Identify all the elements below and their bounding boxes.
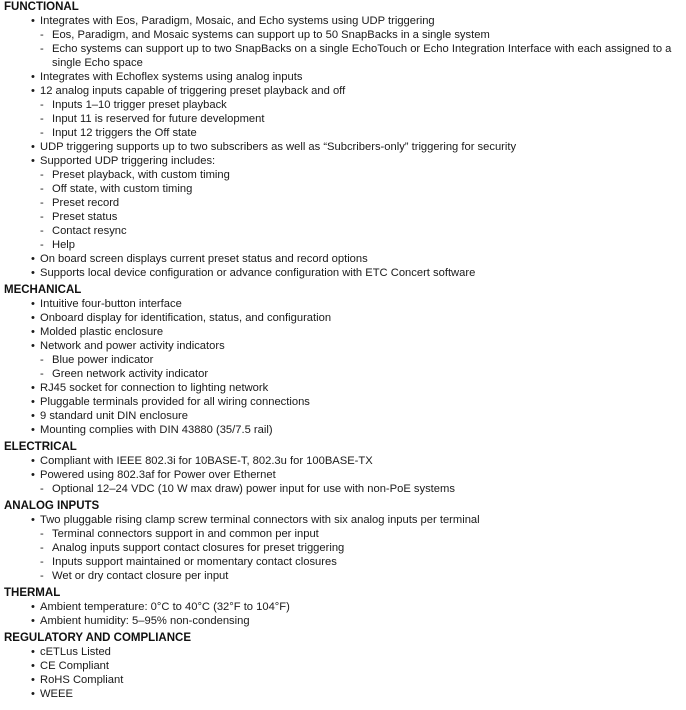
list-item <box>0 252 686 266</box>
list-item-text: Two pluggable rising clamp screw terminal connectors with six analog inputs per terminal <box>40 514 480 526</box>
list-item-text: Ambient temperature: 0°C to 40°C (32°F to 104°F) <box>40 601 290 613</box>
bullet-icon: • <box>31 298 35 310</box>
sub-list-item-text: Preset record <box>52 197 120 209</box>
sub-list-item-text: Analog inputs support contact closures for preset triggering <box>52 542 345 554</box>
sub-list-item <box>0 126 686 140</box>
bullet-list <box>0 513 686 583</box>
list-item <box>0 70 686 84</box>
sub-list-item-text: Blue power indicator <box>52 354 154 366</box>
dash-icon: - <box>40 570 44 582</box>
spec-section <box>0 283 686 437</box>
bullet-icon: • <box>31 615 35 627</box>
section-title: ANALOG INPUTS <box>4 500 100 512</box>
section-title: MECHANICAL <box>4 284 82 296</box>
list-item-text: On board screen displays current preset status and record options <box>40 253 368 265</box>
list-item <box>0 645 686 659</box>
list-item <box>0 311 686 325</box>
sub-list-item <box>0 569 686 583</box>
bullet-list <box>0 645 686 701</box>
list-item <box>0 468 686 482</box>
sub-list-item <box>0 555 686 569</box>
list-item-text: UDP triggering supports up to two subscribers as well as “Subcribers-only” triggering for security <box>40 141 517 153</box>
section-title: REGULATORY AND COMPLIANCE <box>4 632 191 644</box>
bullet-icon: • <box>31 455 35 467</box>
list-item <box>0 297 686 311</box>
dash-icon: - <box>40 43 44 55</box>
sub-list-item-text: Echo systems can support up to two SnapBacks on a single EchoTouch or Echo Integration Interface with each assigned to a single Echo space <box>52 43 672 69</box>
sub-list-item-text: Preset status <box>52 211 118 223</box>
list-item-text: Supported UDP triggering includes: <box>40 155 216 167</box>
bullet-icon: • <box>31 424 35 436</box>
dash-icon: - <box>40 29 44 41</box>
sub-list-item-text: Optional 12–24 VDC (10 W max draw) power input for use with non-PoE systems <box>52 483 455 495</box>
sub-list-item <box>0 527 686 541</box>
bullet-icon: • <box>31 155 35 167</box>
sub-list-item-text: Green network activity indicator <box>52 368 209 380</box>
sub-list-item <box>0 42 686 70</box>
list-item <box>0 614 686 628</box>
dash-icon: - <box>40 368 44 380</box>
spec-section <box>0 586 686 628</box>
sub-list-item <box>0 98 686 112</box>
list-item-text: Onboard display for identification, status, and configuration <box>40 312 332 324</box>
list-item-text: 9 standard unit DIN enclosure <box>40 410 189 422</box>
list-item-text: Integrates with Echoflex systems using analog inputs <box>40 71 303 83</box>
sub-list-item-text: Terminal connectors support in and common per input <box>52 528 319 540</box>
sub-list-item <box>0 541 686 555</box>
sub-list-item-text: Help <box>52 239 76 251</box>
list-item-text: Mounting complies with DIN 43880 (35/7.5 rail) <box>40 424 273 436</box>
list-item-text: 12 analog inputs capable of triggering preset playback and off <box>40 85 346 97</box>
bullet-icon: • <box>31 469 35 481</box>
bullet-icon: • <box>31 15 35 27</box>
sub-list-item <box>0 353 686 367</box>
list-item-text: Network and power activity indicators <box>40 340 225 352</box>
spec-section <box>0 631 686 701</box>
dash-icon: - <box>40 483 44 495</box>
list-item-text: WEEE <box>40 688 73 700</box>
list-item <box>0 687 686 701</box>
list-item <box>0 140 686 154</box>
list-item-text: Intuitive four-button interface <box>40 298 182 310</box>
list-item-text: Integrates with Eos, Paradigm, Mosaic, and Echo systems using UDP triggering <box>40 15 435 27</box>
sub-list-item-text: Preset playback, with custom timing <box>52 169 230 181</box>
dash-icon: - <box>40 99 44 111</box>
bullet-icon: • <box>31 660 35 672</box>
sub-list-item <box>0 168 686 182</box>
bullet-icon: • <box>31 340 35 352</box>
sub-list-item-text: Inputs 1–10 trigger preset playback <box>52 99 227 111</box>
sub-list-item-text: Input 12 triggers the Off state <box>52 127 197 139</box>
sub-list-item <box>0 482 686 496</box>
sub-list-item-text: Contact resync <box>52 225 127 237</box>
list-item <box>0 659 686 673</box>
spec-section <box>0 440 686 496</box>
dash-icon: - <box>40 239 44 251</box>
sub-list-item <box>0 224 686 238</box>
sub-list-item-text: Wet or dry contact closure per input <box>52 570 229 582</box>
bullet-icon: • <box>31 253 35 265</box>
list-item-text: Pluggable terminals provided for all wiring connections <box>40 396 310 408</box>
sub-list-item <box>0 112 686 126</box>
bullet-icon: • <box>31 410 35 422</box>
list-item-text: cETLus Listed <box>40 646 111 658</box>
sub-list-item-text: Input 11 is reserved for future development <box>52 113 265 125</box>
bullet-icon: • <box>31 71 35 83</box>
list-item <box>0 673 686 687</box>
list-item <box>0 423 686 437</box>
bullet-icon: • <box>31 646 35 658</box>
sub-list-item-text: Off state, with custom timing <box>52 183 193 195</box>
sub-list-item <box>0 367 686 381</box>
list-item <box>0 409 686 423</box>
dash-icon: - <box>40 354 44 366</box>
bullet-icon: • <box>31 267 35 279</box>
list-item <box>0 381 686 395</box>
bullet-icon: • <box>31 601 35 613</box>
section-title: FUNCTIONAL <box>4 1 79 13</box>
dash-icon: - <box>40 542 44 554</box>
list-item-text: Molded plastic enclosure <box>40 326 164 338</box>
sub-list-item-text: Eos, Paradigm, and Mosaic systems can support up to 50 SnapBacks in a single system <box>52 29 490 41</box>
bullet-list <box>0 297 686 437</box>
list-item <box>0 395 686 409</box>
list-item-text: RoHS Compliant <box>40 674 124 686</box>
sub-list-item <box>0 210 686 224</box>
dash-icon: - <box>40 556 44 568</box>
dash-icon: - <box>40 113 44 125</box>
dash-icon: - <box>40 197 44 209</box>
bullet-icon: • <box>31 688 35 700</box>
bullet-icon: • <box>31 141 35 153</box>
bullet-icon: • <box>31 674 35 686</box>
sub-list-item <box>0 28 686 42</box>
list-item-text: CE Compliant <box>40 660 110 672</box>
section-title: THERMAL <box>4 587 61 599</box>
list-item <box>0 84 686 98</box>
list-item <box>0 325 686 339</box>
dash-icon: - <box>40 225 44 237</box>
list-item-text: Compliant with IEEE 802.3i for 10BASE-T, 802.3u for 100BASE-TX <box>40 455 373 467</box>
list-item <box>0 600 686 614</box>
dash-icon: - <box>40 169 44 181</box>
bullet-icon: • <box>31 312 35 324</box>
list-item-text: Powered using 802.3af for Power over Ethernet <box>40 469 276 481</box>
sub-list-item <box>0 238 686 252</box>
list-item <box>0 154 686 168</box>
bullet-icon: • <box>31 85 35 97</box>
sub-list-item <box>0 182 686 196</box>
sub-list-item-text: Inputs support maintained or momentary contact closures <box>52 556 337 568</box>
dash-icon: - <box>40 127 44 139</box>
spec-section <box>0 499 686 583</box>
list-item <box>0 339 686 353</box>
dash-icon: - <box>40 183 44 195</box>
list-item <box>0 14 686 28</box>
bullet-list <box>0 600 686 628</box>
list-item-text: Supports local device configuration or advance configuration with ETC Concert software <box>40 267 476 279</box>
list-item-text: Ambient humidity: 5–95% non-condensing <box>40 615 250 627</box>
sub-list-item <box>0 196 686 210</box>
bullet-icon: • <box>31 382 35 394</box>
dash-icon: - <box>40 211 44 223</box>
bullet-icon: • <box>31 514 35 526</box>
bullet-icon: • <box>31 326 35 338</box>
dash-icon: - <box>40 528 44 540</box>
spec-section <box>0 0 686 280</box>
list-item-text: RJ45 socket for connection to lighting network <box>40 382 269 394</box>
section-title: ELECTRICAL <box>4 441 77 453</box>
list-item <box>0 454 686 468</box>
bullet-list <box>0 14 686 280</box>
list-item <box>0 513 686 527</box>
bullet-icon: • <box>31 396 35 408</box>
bullet-list <box>0 454 686 496</box>
list-item <box>0 266 686 280</box>
